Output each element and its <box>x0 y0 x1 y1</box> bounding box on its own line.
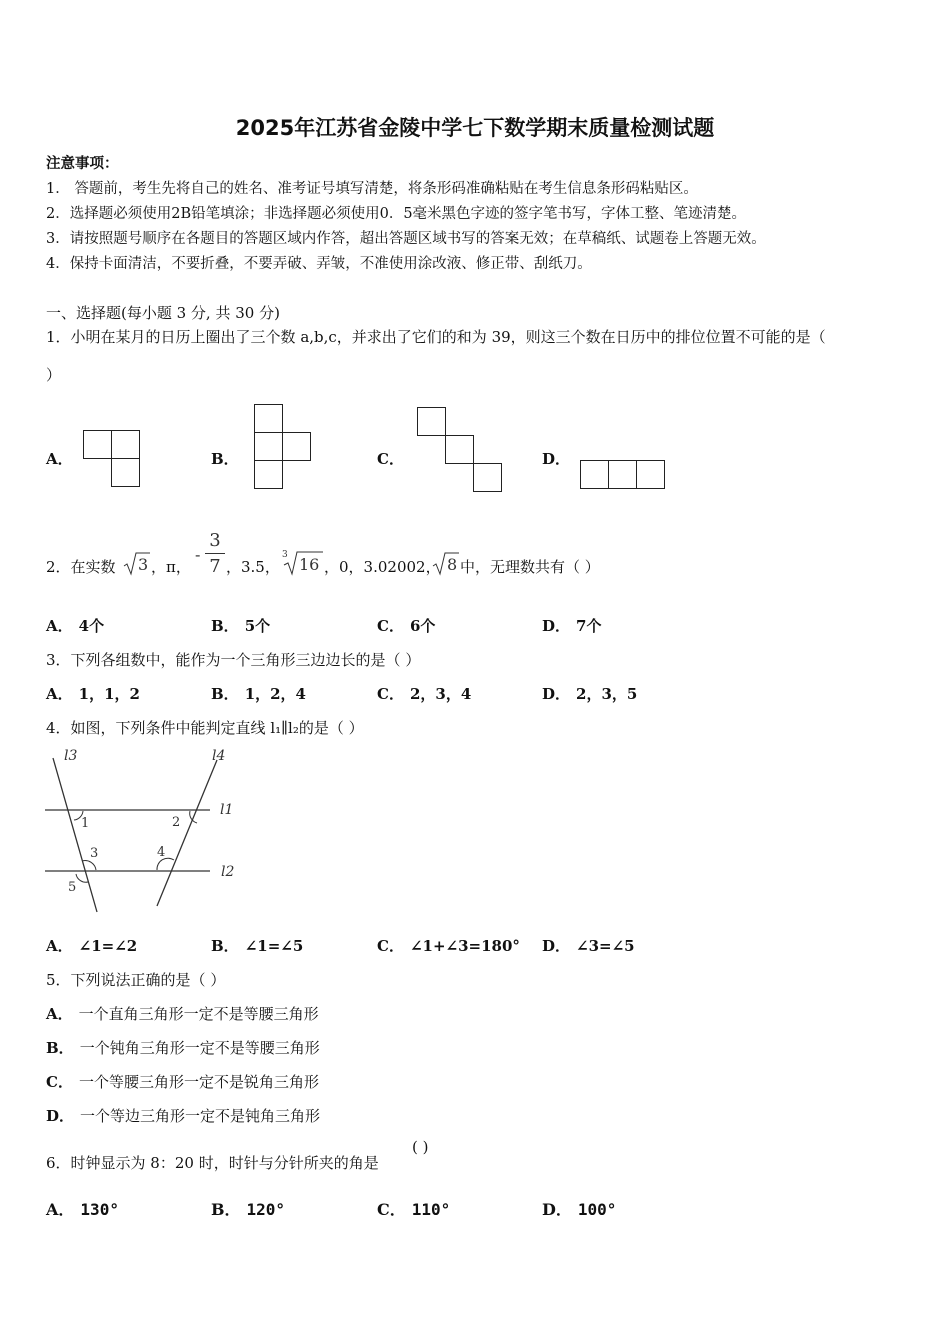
cbrt-radicand: 16 <box>299 555 320 574</box>
q5-option-a[interactable]: A． 一个直角三角形一定不是等腰三角形 <box>46 1005 319 1023</box>
q1-option-d-label[interactable]: D． <box>542 450 571 468</box>
question-2-mid: ，3.5， <box>226 558 280 576</box>
note-item: 4．保持卡面清洁，不要折叠，不要弄破、弄皱，不准使用涂改液、修正带、刮纸刀。 <box>46 256 592 272</box>
question-2-prefix: 2．在实数 <box>46 558 116 576</box>
note-item: 2．选择题必须使用2B铅笔填涂；非选择题必须使用0．5毫米黑色字迹的签字笔书写，字体工整、笔迹清楚。 <box>46 206 747 222</box>
q4-option-a[interactable]: A． ∠1=∠2 <box>46 937 138 955</box>
q6-option-c[interactable]: C． 110° <box>377 1200 451 1219</box>
question-6-paren: ( ) <box>412 1138 429 1156</box>
note-item: 3．请按照题号顺序在各题目的答题区域内作答，超出答题区域书写的答案无效；在草稿纸、试题卷上答题无效。 <box>46 231 766 247</box>
question-2-mid2: ，0，3.02002， <box>324 558 441 576</box>
fraction-denominator: 7 <box>209 556 221 577</box>
sqrt-3-radicand: 3 <box>138 555 149 574</box>
q4-option-c[interactable]: C． ∠1+∠3=180° <box>377 937 520 955</box>
q4-option-d[interactable]: D． ∠3=∠5 <box>542 937 635 955</box>
q1-option-c-label[interactable]: C． <box>377 450 404 468</box>
question-6-stem: 6．时钟显示为 8：20 时，时针与分针所夹的角是 <box>46 1154 379 1172</box>
cbrt-index: 3 <box>282 550 288 560</box>
section-heading: 一、选择题(每小题 3 分, 共 30 分) <box>46 304 280 322</box>
label-l1: l1 <box>220 802 234 818</box>
q4-option-b[interactable]: B． ∠1=∠5 <box>211 937 304 955</box>
q5-option-c[interactable]: C． 一个等腰三角形一定不是锐角三角形 <box>46 1073 319 1091</box>
q6-option-a[interactable]: A． 130° <box>46 1200 119 1219</box>
question-4-stem: 4．如图，下列条件中能判定直线 l₁∥l₂的是（ ） <box>46 719 364 737</box>
angle-label-2: 2 <box>172 815 181 830</box>
question-1-stem-end: ） <box>46 366 62 384</box>
page-title: 2025年江苏省金陵中学七下数学期末质量检测试题 <box>235 116 715 140</box>
notes-heading: 注意事项： <box>46 155 119 172</box>
sqrt-3-expr <box>122 549 152 577</box>
sqrt-8-radicand: 8 <box>447 555 458 574</box>
label-l2: l2 <box>221 864 235 880</box>
angle-label-1: 1 <box>81 816 90 831</box>
q5-option-d[interactable]: D． 一个等边三角形一定不是钝角三角形 <box>46 1107 321 1125</box>
question-1-stem: 1．小明在某月的日历上圈出了三个数 a,b,c，并求出了它们的和为 39，则这三个数在日历中的排位位置不可能的是（ <box>46 328 826 346</box>
q1-option-b-label[interactable]: B． <box>211 450 239 468</box>
q3-option-c[interactable]: C． 2，3，4 <box>377 685 472 703</box>
q6-option-d[interactable]: D． 100° <box>542 1200 617 1219</box>
angle-label-4: 4 <box>157 845 166 860</box>
fraction-numerator: 3 <box>209 530 221 551</box>
question-3-stem: 3．下列各组数中，能作为一个三角形三边边长的是（ ） <box>46 651 421 669</box>
q3-option-a[interactable]: A． 1，1，2 <box>46 685 140 703</box>
sqrt-8-expr <box>431 549 461 577</box>
fraction-sign: - <box>195 545 201 564</box>
q3-option-b[interactable]: B． 1，2，4 <box>211 685 306 703</box>
cbrt-16-expr <box>281 547 325 577</box>
question-2-suffix: 中，无理数共有（ ） <box>460 558 600 576</box>
angle-label-5: 5 <box>68 880 77 895</box>
question-5-stem: 5．下列说法正确的是（ ） <box>46 971 226 989</box>
q1-option-a-label[interactable]: A． <box>46 450 73 468</box>
q3-option-d[interactable]: D． 2，3，5 <box>542 685 638 703</box>
label-l4: l4 <box>212 748 226 764</box>
q4-figure <box>40 740 240 915</box>
q2-option-a[interactable]: A． 4个 <box>46 617 105 635</box>
angle-label-3: 3 <box>90 846 99 861</box>
q2-option-c[interactable]: C． 6个 <box>377 617 436 635</box>
q5-option-b[interactable]: B． 一个钝角三角形一定不是等腰三角形 <box>46 1039 320 1057</box>
q2-option-d[interactable]: D． 7个 <box>542 617 602 635</box>
question-2-pi: ，π， <box>151 558 191 576</box>
q6-option-b[interactable]: B． 120° <box>211 1200 286 1219</box>
note-item: 1． 答题前，考生先将自己的姓名、准考证号填写清楚，将条形码准确粘贴在考生信息条形码粘贴区。 <box>46 181 698 197</box>
fraction-bar <box>205 553 225 554</box>
q2-option-b[interactable]: B． 5个 <box>211 617 271 635</box>
label-l3: l3 <box>64 748 78 764</box>
